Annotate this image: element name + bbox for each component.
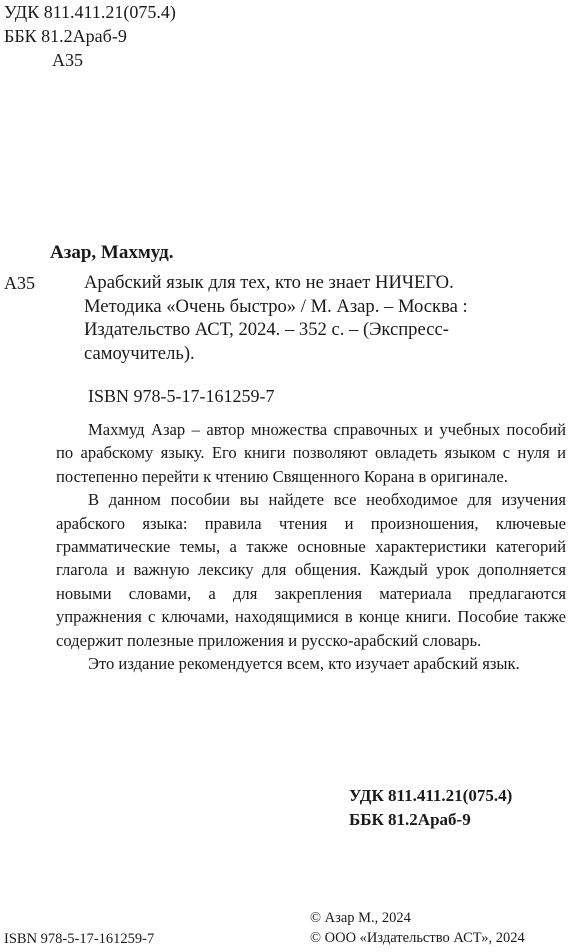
copyright-author: © Азар М., 2024 [310, 910, 411, 926]
description-line: самоучитель). [84, 342, 195, 364]
annotation-paragraph: В данном пособии вы найдете все необходимое для изучения арабского языка: правила чтения и произношения, ключевые грамматические темы, а также основные характеристики категорий глагола и важную лексику для общения. Каждый урок дополняется новыми словами, а для закрепления материала предлагаются упражнения с ключами, находящимися в конце книги. Пособие также содержит полезные приложения и русско-арабский словарь. [56, 490, 566, 650]
description-line: Методика «Очень быстро» / М. Азар. – Москва : [84, 295, 468, 317]
annotation [56, 418, 566, 675]
isbn-footer: ISBN 978-5-17-161259-7 [4, 931, 155, 947]
author-heading: Азар, Махмуд. [50, 242, 174, 263]
description-line: Издательство АСТ, 2024. – 352 с. – (Экспресс- [84, 319, 449, 341]
bbk-code-bottom: ББК 81.2Араб-9 [349, 810, 471, 829]
author-code: А35 [52, 50, 83, 70]
side-author-code: А35 [4, 273, 35, 293]
copyright-publisher: © ООО «Издательство АСТ», 2024 [310, 930, 525, 946]
header-classification-codes [4, 0, 176, 72]
udk-code-bottom: УДК 811.411.21(075.4) [349, 786, 513, 805]
bbk-code: ББК 81.2Араб-9 [4, 26, 127, 46]
annotation-paragraph: Это издание рекомендуется всем, кто изучает арабский язык. [88, 654, 520, 674]
description-line: Арабский язык для тех, кто не знает НИЧЕГО. [84, 272, 454, 293]
isbn-record: ISBN 978-5-17-161259-7 [88, 386, 275, 406]
copyright-block [310, 908, 566, 948]
bibliographic-description [80, 271, 564, 365]
udk-code: УДК 811.411.21(075.4) [4, 2, 176, 22]
bottom-classification-codes [349, 784, 564, 832]
annotation-paragraph: Махмуд Азар – автор множества справочных и учебных пособий по арабскому языку. Его книги позволяют овладеть языком с нуля и постепенно перейти к чтению Священного Корана в оригинале. [56, 420, 566, 486]
